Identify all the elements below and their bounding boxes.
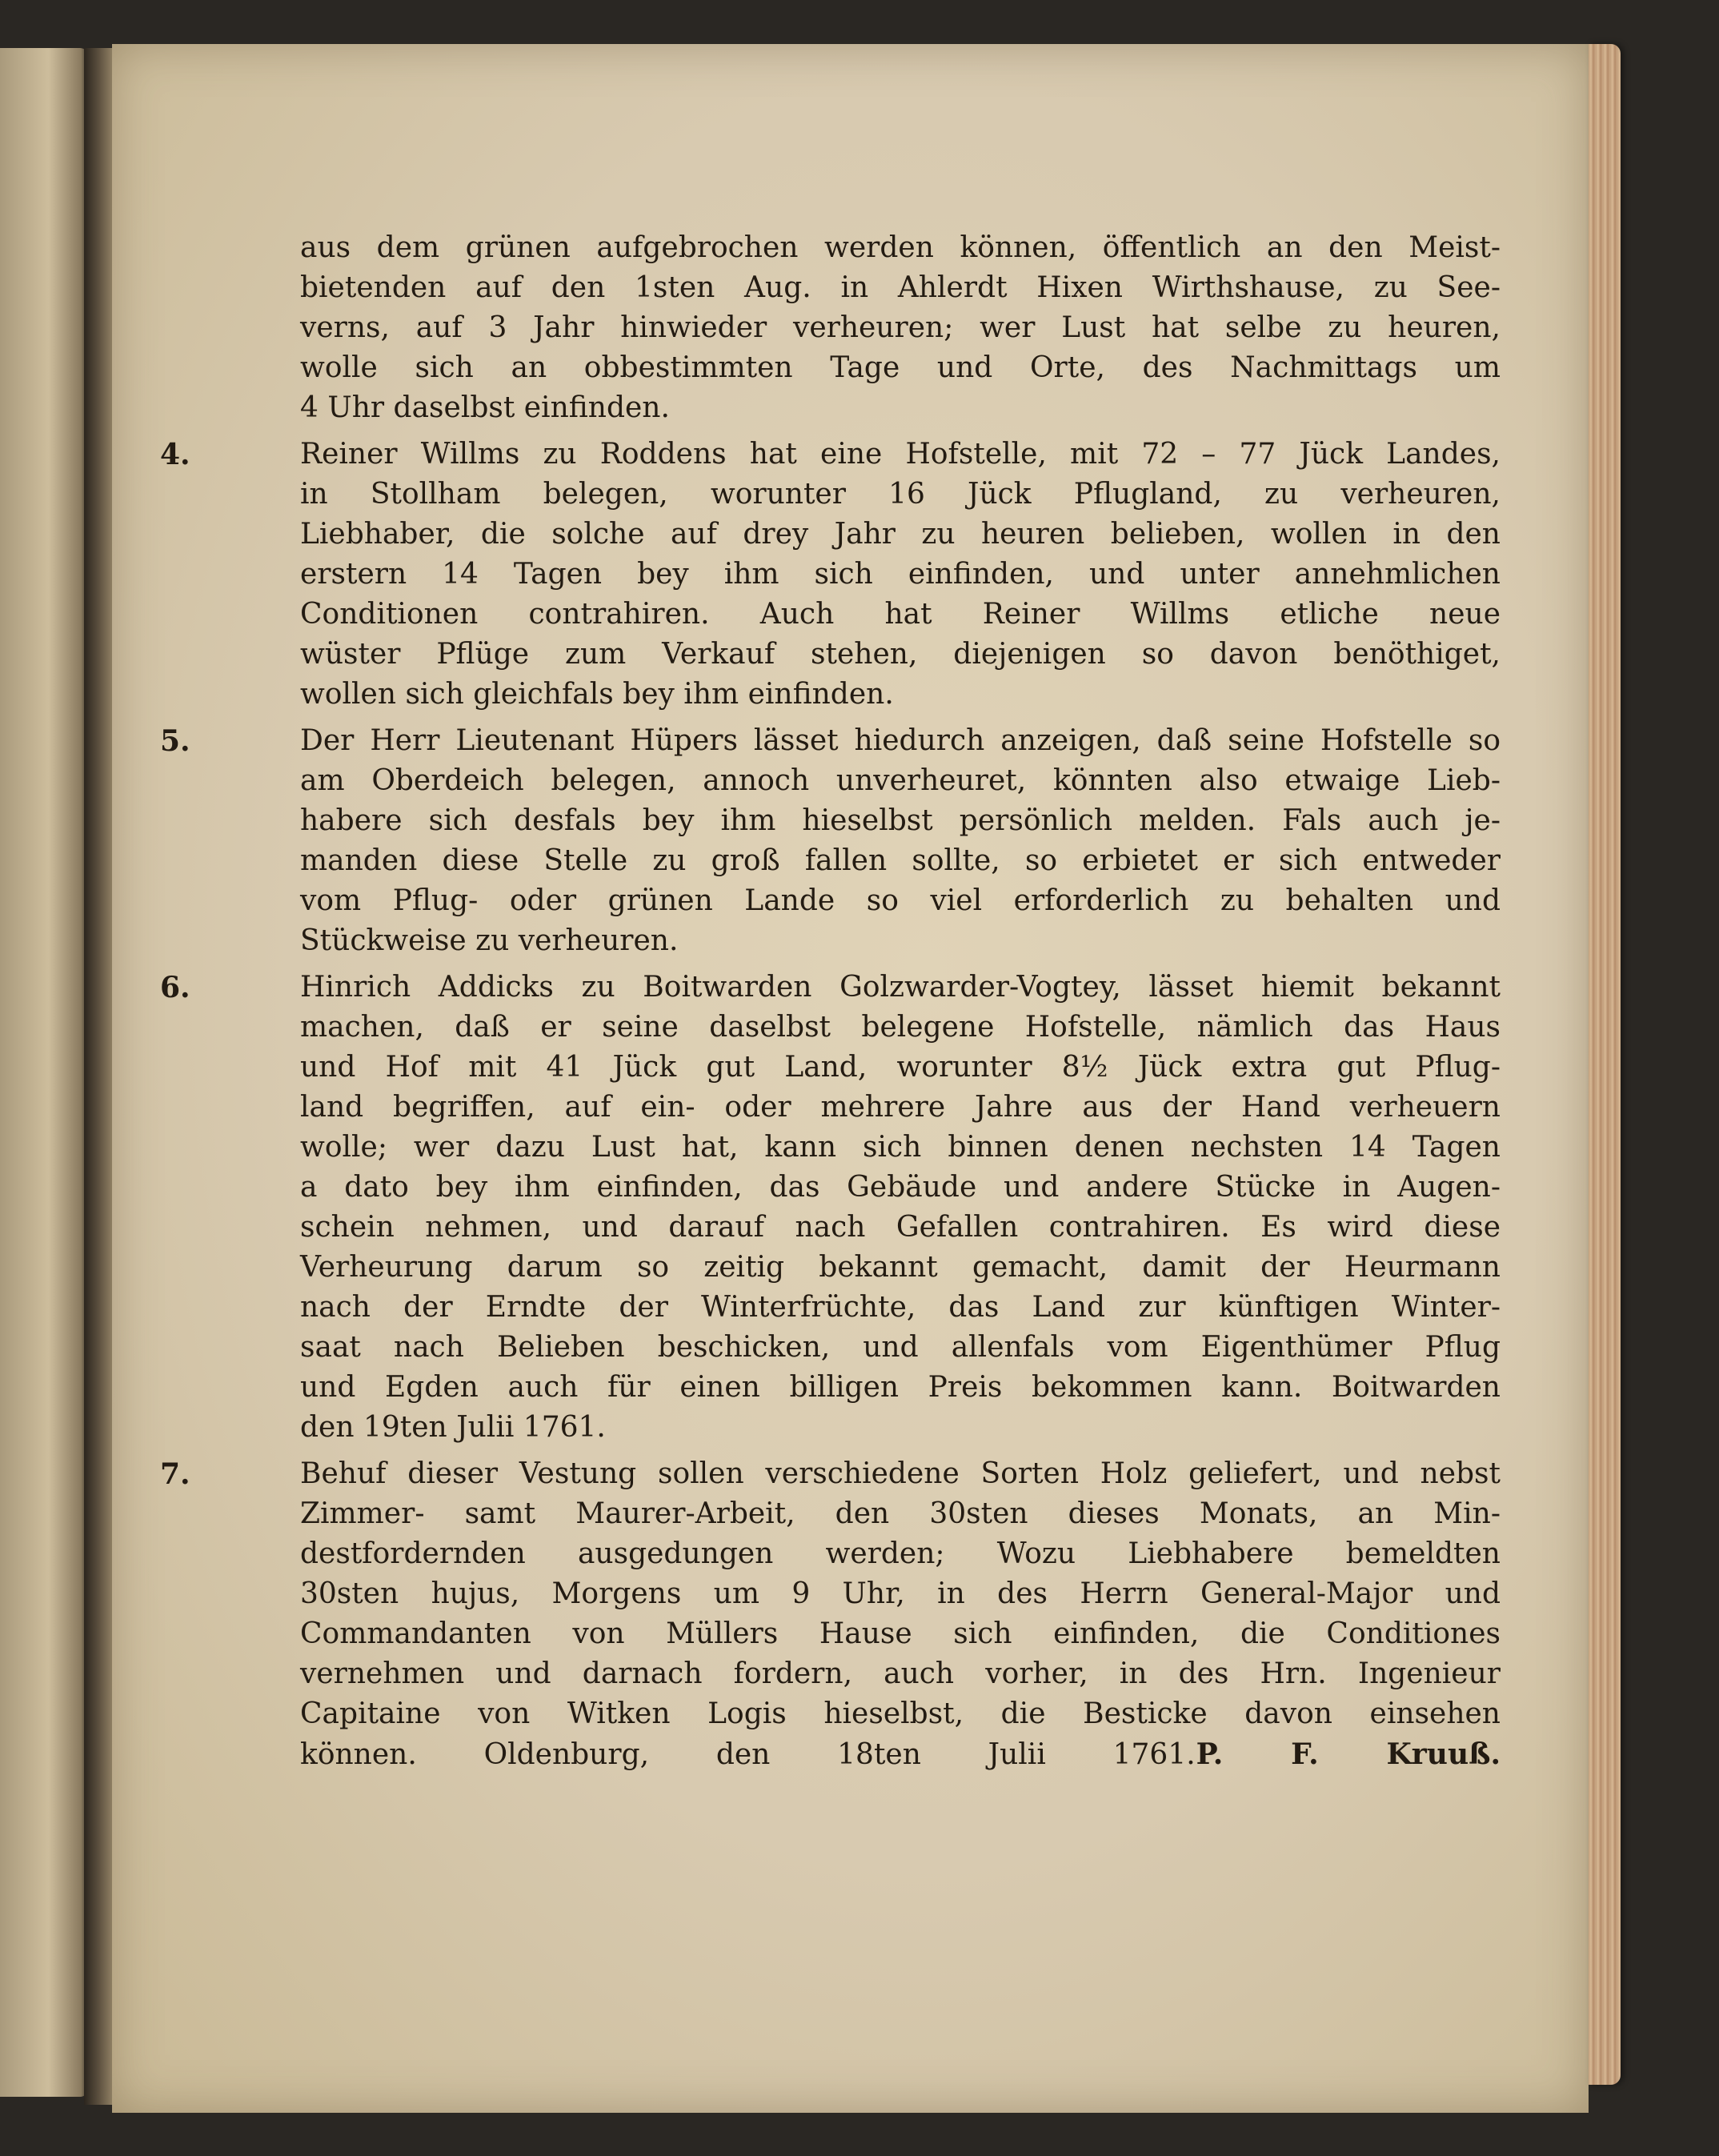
text-line: und Hof mit 41 Jück gut Land, worunter 8½ Jück extra gut Pflug- bbox=[300, 1051, 1501, 1084]
text-line: Liebhaber, die solche auf drey Jahr zu heuren belieben, wollen in den bbox=[300, 518, 1501, 551]
left-page-edge bbox=[0, 48, 88, 2097]
text-line: Behuf dieser Vestung sollen verschiedene Sorten Holz geliefert, und nebst bbox=[300, 1457, 1501, 1490]
entry-number: 5. bbox=[160, 724, 190, 758]
text-line: vom Pflug- oder grünen Lande so viel erforderlich zu behalten und bbox=[300, 884, 1501, 917]
text-line: am Oberdeich belegen, annoch unverheuret, könnten also etwaige Lieb- bbox=[300, 764, 1501, 797]
text-line: 30sten hujus, Morgens um 9 Uhr, in des Herrn General-Major und bbox=[300, 1577, 1501, 1610]
text-line: Capitaine von Witken Logis hieselbst, die Besticke davon einsehen bbox=[300, 1697, 1501, 1730]
text-line: destfordernden ausgedungen werden; Wozu Liebhabere bemeldten bbox=[300, 1537, 1501, 1570]
text-line: erstern 14 Tagen bey ihm sich einfinden, und unter annehmlichen bbox=[300, 558, 1501, 591]
text-line: in Stollham belegen, worunter 16 Jück Pflugland, zu verheuren, bbox=[300, 478, 1501, 511]
text-line: aus dem grünen aufgebrochen werden können, öffentlich an den Meist- bbox=[300, 231, 1501, 264]
text-line: Conditionen contrahiren. Auch hat Reiner Willms etliche neue bbox=[300, 598, 1501, 631]
text-line: bietenden auf den 1sten Aug. in Ahlerdt Hixen Wirthshause, zu See- bbox=[300, 271, 1501, 304]
entry-number: 6. bbox=[160, 971, 190, 1004]
text-line: Zimmer- samt Maurer-Arbeit, den 30sten dieses Monats, an Min- bbox=[300, 1497, 1501, 1530]
entry-5 bbox=[160, 721, 1501, 961]
text-line: Verheurung darum so zeitig bekannt gemacht, damit der Heurmann bbox=[300, 1251, 1501, 1284]
text-line: wolle sich an obbestimmten Tage und Orte, des Nachmittags um bbox=[300, 351, 1501, 384]
book-gutter bbox=[84, 48, 116, 2105]
entry-6 bbox=[160, 968, 1501, 1448]
entry-7 bbox=[160, 1454, 1501, 1775]
page-text bbox=[160, 228, 1501, 1781]
text-line: Der Herr Lieutenant Hüpers lässet hiedurch anzeigen, daß seine Hofstelle so bbox=[300, 724, 1501, 757]
text-line: schein nehmen, und darauf nach Gefallen contrahiren. Es wird diese bbox=[300, 1211, 1501, 1244]
text-line: wolle; wer dazu Lust hat, kann sich binnen denen nechsten 14 Tagen bbox=[300, 1131, 1501, 1164]
text-line: den 19ten Julii 1761. bbox=[300, 1411, 606, 1444]
entry-number: 4. bbox=[160, 438, 190, 471]
text-line: vernehmen und darnach fordern, auch vorher, in des Hrn. Ingenieur bbox=[300, 1657, 1501, 1690]
entry-4 bbox=[160, 435, 1501, 715]
text-line: saat nach Belieben beschicken, und allenfals vom Eigenthümer Pflug bbox=[300, 1331, 1501, 1364]
entry-number: 7. bbox=[160, 1457, 190, 1491]
text-line: Reiner Willms zu Roddens hat eine Hofstelle, mit 72 – 77 Jück Landes, bbox=[300, 438, 1501, 471]
text-line: verns, auf 3 Jahr hinwieder verheuren; wer Lust hat selbe zu heuren, bbox=[300, 311, 1501, 344]
text-line: Stückweise zu verheuren. bbox=[300, 924, 679, 957]
closing-line bbox=[300, 1734, 1501, 1775]
text-line: 4 Uhr daselbst einfinden. bbox=[300, 391, 670, 424]
text-line: habere sich desfals bey ihm hieselbst persönlich melden. Fals auch je- bbox=[300, 804, 1501, 837]
text-line: wüster Pflüge zum Verkauf stehen, diejenigen so davon benöthiget, bbox=[300, 638, 1501, 671]
entry-3-continuation bbox=[160, 228, 1501, 428]
text-line: und Egden auch für einen billigen Preis bekommen kann. Boitwarden bbox=[300, 1371, 1501, 1404]
text-line: manden diese Stelle zu groß fallen sollte, so erbietet er sich entweder bbox=[300, 844, 1501, 877]
text-line: machen, daß er seine daselbst belegene Hofstelle, nämlich das Haus bbox=[300, 1011, 1501, 1044]
signature: P. F. Kruuß. bbox=[1196, 1737, 1501, 1771]
text-line: Commandanten von Müllers Hause sich einfinden, die Conditiones bbox=[300, 1617, 1501, 1650]
text-line: nach der Erndte der Winterfrüchte, das Land zur künftigen Winter- bbox=[300, 1291, 1501, 1324]
text-line: wollen sich gleichfals bey ihm einfinden. bbox=[300, 678, 894, 711]
text-line: land begriffen, auf ein- oder mehrere Jahre aus der Hand verheuern bbox=[300, 1091, 1501, 1124]
page-fore-edge bbox=[1589, 44, 1621, 2085]
text-line: Hinrich Addicks zu Boitwarden Golzwarder-Vogtey, lässet hiemit bekannt bbox=[300, 971, 1501, 1004]
closing-text: können. Oldenburg, den 18ten Julii 1761. bbox=[300, 1738, 1196, 1771]
text-line: a dato bey ihm einfinden, das Gebäude und andere Stücke in Augen- bbox=[300, 1171, 1501, 1204]
